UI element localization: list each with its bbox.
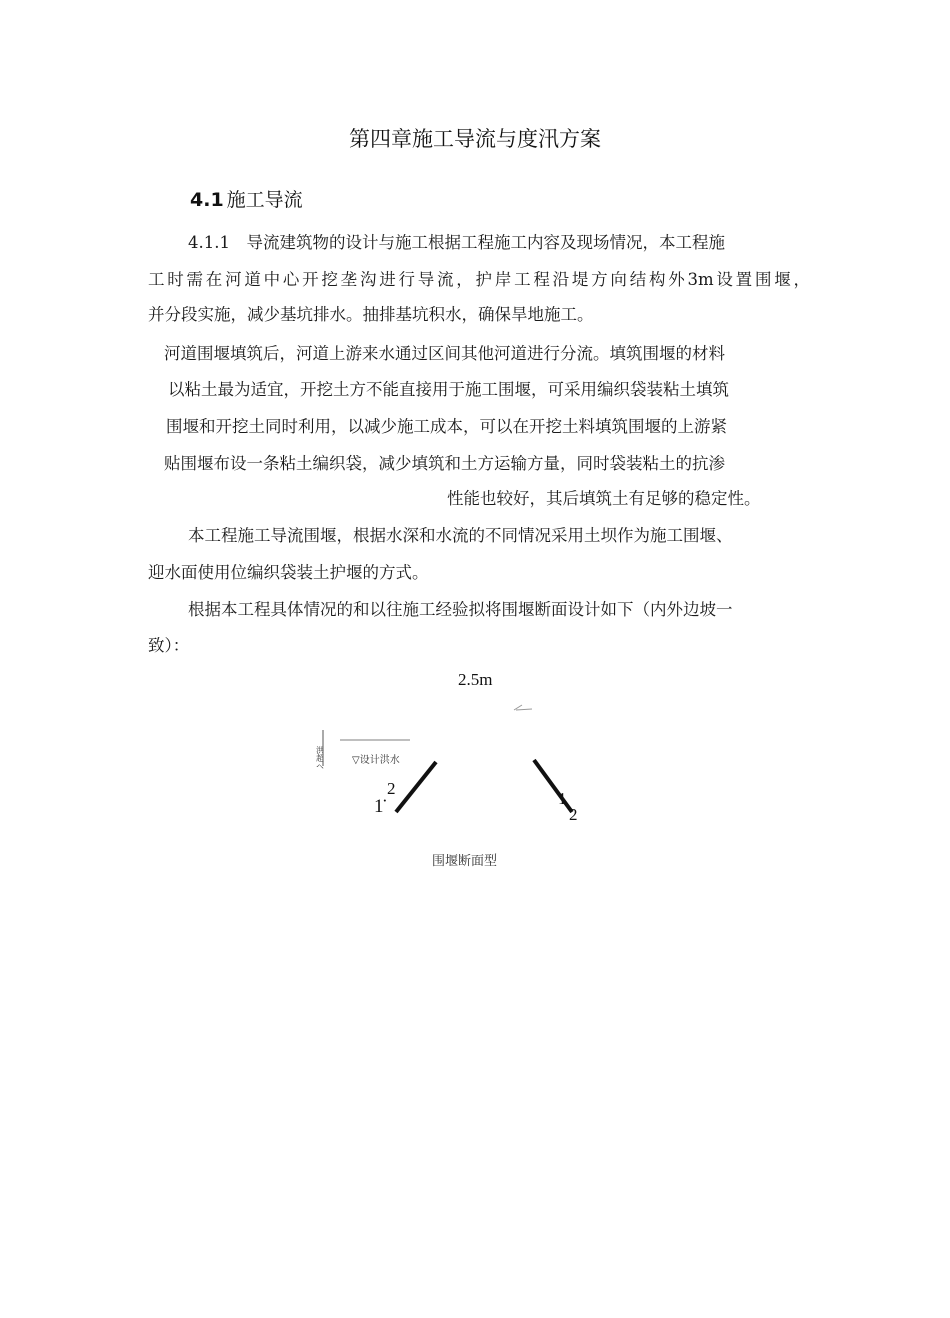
left-slope-line — [396, 762, 436, 812]
cofferdam-section-diagram — [300, 700, 620, 820]
paragraph-2-line-3: 围堰和开挖土同时利用，以减少施工成本，可以在开挖土料填筑围堰的上游紧 — [166, 417, 727, 436]
paragraph-3-line-1: 本工程施工导流围堰，根据水深和水流的不同情况采用土坝作为施工围堰、 — [188, 526, 733, 545]
figure-top-width-label: 2.5m — [458, 670, 493, 689]
sketch-mark — [514, 705, 532, 710]
paragraph-3-line-2: 迎水面使用位编织袋装土护堰的方式。 — [148, 563, 429, 582]
right-slope-one: 1 — [558, 789, 567, 808]
paragraph-2-line-5: 性能也较好，其后填筑土有足够的稳定性。 — [447, 489, 761, 508]
left-slope-colon: · — [382, 791, 388, 810]
section-heading — [190, 185, 303, 212]
paragraph-1-line-1: 4.1.1 导流建筑物的设计与施工根据工程施工内容及现场情况，本工程施 — [188, 233, 725, 252]
section-number: 4.1 — [190, 189, 224, 211]
figure-caption: 围堰断面型 — [432, 854, 498, 869]
paragraph-2-line-1: 河道围堰填筑后，河道上游来水通过区间其他河道进行分流。填筑围堰的材料 — [164, 344, 725, 363]
chapter-title: 第四章施工导流与度汛方案 — [349, 127, 601, 151]
paragraph-2-line-2: 以粘土最为适宜，开挖土方不能直接用于施工围堰，可采用编织袋装粘土填筑 — [168, 380, 729, 399]
paragraph-1-line-3: 并分段实施，减少基坑排水。抽排基坑积水，确保旱地施工。 — [148, 305, 594, 324]
right-slope-two: 2 — [569, 805, 578, 820]
paragraph-4-line-1: 根据本工程具体情况的和以往施工经验拟将围堰断面设计如下（内外边坡一 — [188, 600, 733, 619]
left-slope-one: 1 — [374, 796, 384, 817]
side-vertical-label: 洪超ヘ — [315, 746, 325, 770]
paragraph-1-line-2: 工时需在河道中心开挖垄沟进行导流，护岸工程沿堤方向结构外3m设置围堰， — [148, 270, 810, 289]
section-title: 施工导流 — [226, 189, 303, 211]
left-slope-two: 2 — [387, 779, 396, 798]
paragraph-4-line-2: 致）： — [148, 636, 190, 655]
paragraph-2-line-4: 贴围堰布设一条粘土编织袋，减少填筑和土方运输方量，同时袋装粘土的抗渗 — [164, 454, 725, 473]
water-level-label: ▽设计洪水 — [352, 755, 400, 766]
